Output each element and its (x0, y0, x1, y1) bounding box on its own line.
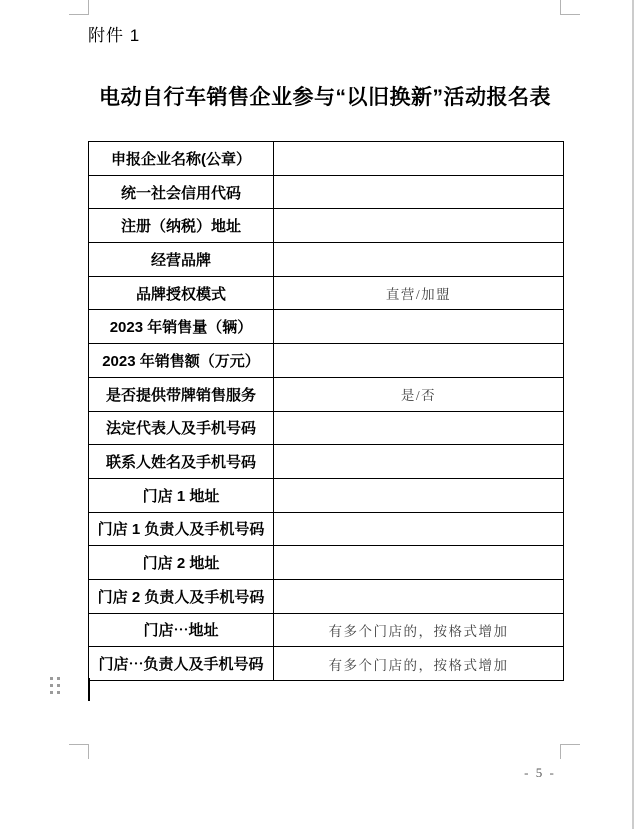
row-value-cell[interactable]: 是/否 (274, 377, 564, 411)
row-label: 注册（纳税）地址 (89, 209, 274, 243)
row-value-cell[interactable] (274, 344, 564, 378)
table-row (89, 243, 564, 277)
table-row (89, 175, 564, 209)
table-row (89, 142, 564, 176)
row-label: 2023 年销售量（辆） (89, 310, 274, 344)
row-label: 联系人姓名及手机号码 (89, 445, 274, 479)
row-label: 门店⋯负责人及手机号码 (89, 647, 274, 681)
row-value-cell[interactable] (274, 142, 564, 176)
row-value-cell[interactable] (274, 445, 564, 479)
row-value-cell[interactable] (274, 546, 564, 580)
table-row (89, 411, 564, 445)
margin-corner-bottom-right (560, 744, 580, 759)
registration-form-table (88, 141, 564, 681)
row-value-cell[interactable] (274, 310, 564, 344)
row-label: 门店 2 负责人及手机号码 (89, 579, 274, 613)
row-label: 门店 2 地址 (89, 546, 274, 580)
margin-corner-top-left (69, 0, 89, 15)
row-value-cell[interactable] (274, 243, 564, 277)
drag-handle-dots-icon[interactable] (50, 677, 60, 694)
table-row (89, 209, 564, 243)
row-label: 2023 年销售额（万元） (89, 344, 274, 378)
attachment-label: 附件 1 (88, 26, 141, 45)
row-label: 申报企业名称(公章） (89, 142, 274, 176)
row-value-cell[interactable]: 直营/加盟 (274, 276, 564, 310)
row-label: 是否提供带牌销售服务 (89, 377, 274, 411)
row-value-cell[interactable] (274, 512, 564, 546)
row-value-cell[interactable] (274, 411, 564, 445)
margin-corner-bottom-left (69, 744, 89, 759)
table-row (89, 613, 564, 647)
row-value-cell[interactable] (274, 478, 564, 512)
table-row (89, 344, 564, 378)
row-value-cell[interactable]: 有多个门店的，按格式增加 (274, 613, 564, 647)
table-row (89, 377, 564, 411)
table-row (89, 478, 564, 512)
table-row (89, 512, 564, 546)
row-label: 经营品牌 (89, 243, 274, 277)
table-row (89, 579, 564, 613)
row-value-cell[interactable] (274, 209, 564, 243)
row-label: 门店⋯地址 (89, 613, 274, 647)
table-row (89, 647, 564, 681)
row-value-cell[interactable] (274, 579, 564, 613)
row-label: 统一社会信用代码 (89, 175, 274, 209)
row-value-cell[interactable] (274, 175, 564, 209)
page-right-edge (632, 0, 634, 829)
margin-corner-top-right (560, 0, 580, 15)
row-label: 法定代表人及手机号码 (89, 411, 274, 445)
table-row (89, 276, 564, 310)
table-row (89, 310, 564, 344)
document-title: 电动自行车销售企业参与“以旧换新”活动报名表 (99, 86, 551, 109)
row-label: 门店 1 负责人及手机号码 (89, 512, 274, 546)
page-number: - 5 - (524, 765, 556, 780)
text-cursor-caret (88, 678, 90, 701)
table-row (89, 546, 564, 580)
row-value-cell[interactable]: 有多个门店的，按格式增加 (274, 647, 564, 681)
row-label: 门店 1 地址 (89, 478, 274, 512)
table-row (89, 445, 564, 479)
row-label: 品牌授权模式 (89, 276, 274, 310)
